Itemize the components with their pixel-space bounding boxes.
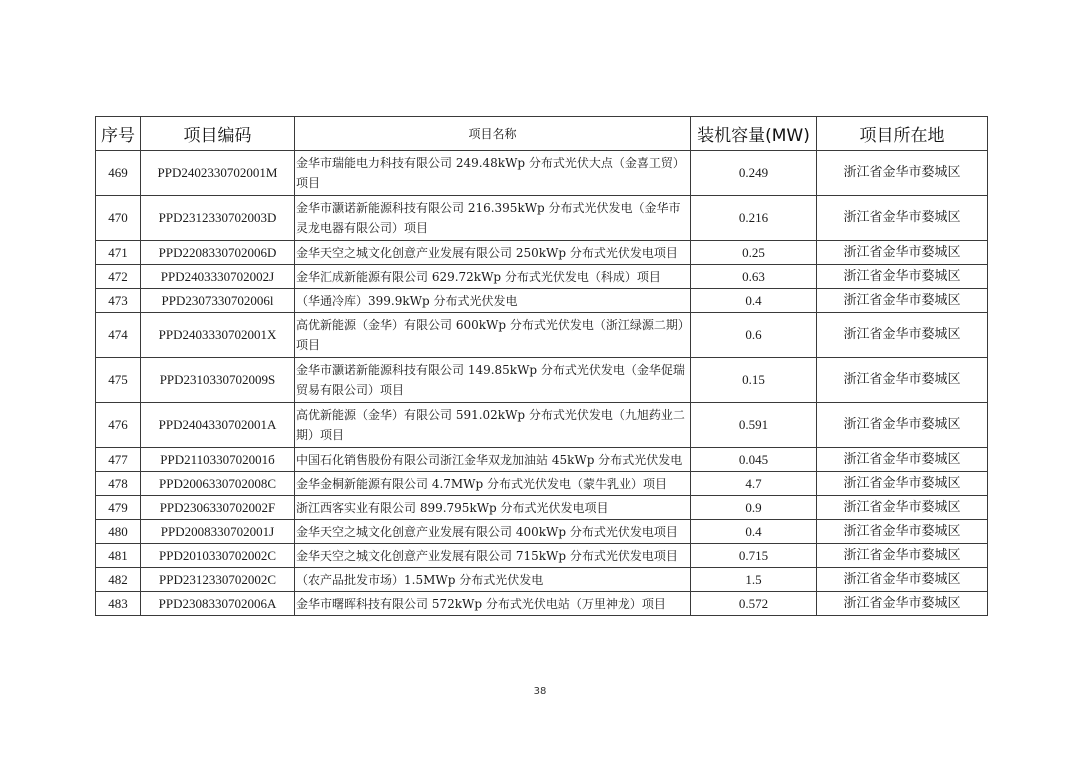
row-location-cell: 浙江省金华市婺城区: [817, 496, 988, 520]
table-row: [96, 448, 988, 472]
row-location-cell: 浙江省金华市婺城区: [817, 196, 988, 241]
row-code-cell: PPD2312330702003D: [141, 196, 295, 241]
row-name-cell: （农产品批发市场）1.5MWp 分布式光伏发电: [295, 568, 691, 592]
row-name-cell: 高优新能源（金华）有限公司 591.02kWp 分布式光伏发电（九旭药业二期）项目: [295, 403, 691, 448]
row-capacity-cell: 0.572: [691, 592, 817, 616]
table-row: [96, 544, 988, 568]
row-index-cell: 470: [96, 196, 141, 241]
row-index-cell: 471: [96, 241, 141, 265]
row-location-cell: 浙江省金华市婺城区: [817, 241, 988, 265]
row-capacity-cell: 1.5: [691, 568, 817, 592]
header-capacity: 装机容量(MW): [691, 117, 817, 151]
row-index-cell: 477: [96, 448, 141, 472]
row-location-cell: 浙江省金华市婺城区: [817, 520, 988, 544]
row-index-cell: 483: [96, 592, 141, 616]
row-capacity-cell: 0.6: [691, 313, 817, 358]
table-row: [96, 496, 988, 520]
header-index: 序号: [96, 117, 141, 151]
row-index-cell: 481: [96, 544, 141, 568]
row-index-cell: 473: [96, 289, 141, 313]
header-location: 项目所在地: [817, 117, 988, 151]
row-location-cell: 浙江省金华市婺城区: [817, 592, 988, 616]
row-index-cell: 469: [96, 151, 141, 196]
row-location-cell: 浙江省金华市婺城区: [817, 568, 988, 592]
row-code-cell: PPD2402330702001M: [141, 151, 295, 196]
row-capacity-cell: 0.4: [691, 289, 817, 313]
row-index-cell: 475: [96, 358, 141, 403]
row-location-cell: 浙江省金华市婺城区: [817, 358, 988, 403]
row-index-cell: 479: [96, 496, 141, 520]
table-row: [96, 313, 988, 358]
table-row: [96, 265, 988, 289]
table-row: [96, 403, 988, 448]
page-number: 38: [533, 686, 547, 697]
table-header-row: [96, 117, 988, 151]
row-index-cell: 474: [96, 313, 141, 358]
row-code-cell: PPD2312330702002C: [141, 568, 295, 592]
table-body: [96, 151, 988, 616]
row-capacity-cell: 0.63: [691, 265, 817, 289]
row-capacity-cell: 0.715: [691, 544, 817, 568]
row-capacity-cell: 0.4: [691, 520, 817, 544]
row-code-cell: PPD2008330702001J: [141, 520, 295, 544]
row-name-cell: 金华市曙晖科技有限公司 572kWp 分布式光伏电站（万里神龙）项目: [295, 592, 691, 616]
row-index-cell: 472: [96, 265, 141, 289]
row-code-cell: PPD2308330702006A: [141, 592, 295, 616]
row-index-cell: 482: [96, 568, 141, 592]
row-code-cell: PPD2006330702008C: [141, 472, 295, 496]
row-capacity-cell: 4.7: [691, 472, 817, 496]
row-name-cell: 金华汇成新能源有限公司 629.72kWp 分布式光伏发电（科成）项目: [295, 265, 691, 289]
row-name-cell: 金华天空之城文化创意产业发展有限公司 250kWp 分布式光伏发电项目: [295, 241, 691, 265]
table-row: [96, 592, 988, 616]
table-row: [96, 472, 988, 496]
row-location-cell: 浙江省金华市婺城区: [817, 544, 988, 568]
header-project-name: 项目名称: [295, 117, 691, 151]
row-code-cell: PPD2306330702002F: [141, 496, 295, 520]
row-capacity-cell: 0.25: [691, 241, 817, 265]
row-code-cell: PPD2310330702009S: [141, 358, 295, 403]
project-table: [95, 116, 988, 616]
table-row: [96, 196, 988, 241]
row-code-cell: PPD2403330702002J: [141, 265, 295, 289]
table-row: [96, 241, 988, 265]
row-capacity-cell: 0.9: [691, 496, 817, 520]
row-index-cell: 478: [96, 472, 141, 496]
table-row: [96, 151, 988, 196]
row-location-cell: 浙江省金华市婺城区: [817, 313, 988, 358]
row-code-cell: PPD2110330702001б: [141, 448, 295, 472]
row-name-cell: 金华天空之城文化创意产业发展有限公司 400kWp 分布式光伏发电项目: [295, 520, 691, 544]
row-name-cell: 高优新能源（金华）有限公司 600kWp 分布式光伏发电（浙江绿源二期）项目: [295, 313, 691, 358]
row-code-cell: PPD2403330702001X: [141, 313, 295, 358]
row-code-cell: PPD2208330702006D: [141, 241, 295, 265]
table-row: [96, 520, 988, 544]
row-location-cell: 浙江省金华市婺城区: [817, 472, 988, 496]
header-project-code: 项目编码: [141, 117, 295, 151]
row-capacity-cell: 0.15: [691, 358, 817, 403]
row-name-cell: 金华市灏诺新能源科技有限公司 149.85kWp 分布式光伏发电（金华促瑞贸易有限公司）项目: [295, 358, 691, 403]
row-location-cell: 浙江省金华市婺城区: [817, 265, 988, 289]
row-location-cell: 浙江省金华市婺城区: [817, 151, 988, 196]
row-name-cell: 金华市瑞能电力科技有限公司 249.48kWp 分布式光伏大点（金喜工贸）项目: [295, 151, 691, 196]
row-capacity-cell: 0.249: [691, 151, 817, 196]
row-index-cell: 480: [96, 520, 141, 544]
row-location-cell: 浙江省金华市婺城区: [817, 448, 988, 472]
row-capacity-cell: 0.216: [691, 196, 817, 241]
row-name-cell: 金华金桐新能源有限公司 4.7MWp 分布式光伏发电（蒙牛乳业）项目: [295, 472, 691, 496]
row-index-cell: 476: [96, 403, 141, 448]
row-code-cell: PPD2010330702002C: [141, 544, 295, 568]
row-location-cell: 浙江省金华市婺城区: [817, 403, 988, 448]
row-code-cell: PPD2404330702001A: [141, 403, 295, 448]
table-row: [96, 358, 988, 403]
row-name-cell: 浙江西客实业有限公司 899.795kWp 分布式光伏发电项目: [295, 496, 691, 520]
row-code-cell: PPD2307330702006l: [141, 289, 295, 313]
table-row: [96, 568, 988, 592]
row-name-cell: 金华天空之城文化创意产业发展有限公司 715kWp 分布式光伏发电项目: [295, 544, 691, 568]
row-capacity-cell: 0.045: [691, 448, 817, 472]
row-name-cell: （华通冷库）399.9kWp 分布式光伏发电: [295, 289, 691, 313]
row-location-cell: 浙江省金华市婺城区: [817, 289, 988, 313]
row-capacity-cell: 0.591: [691, 403, 817, 448]
row-name-cell: 中国石化销售股份有限公司浙江金华双龙加油站 45kWp 分布式光伏发电: [295, 448, 691, 472]
table-row: [96, 289, 988, 313]
row-name-cell: 金华市灏诺新能源科技有限公司 216.395kWp 分布式光伏发电（金华市灵龙电器有限公司）项目: [295, 196, 691, 241]
